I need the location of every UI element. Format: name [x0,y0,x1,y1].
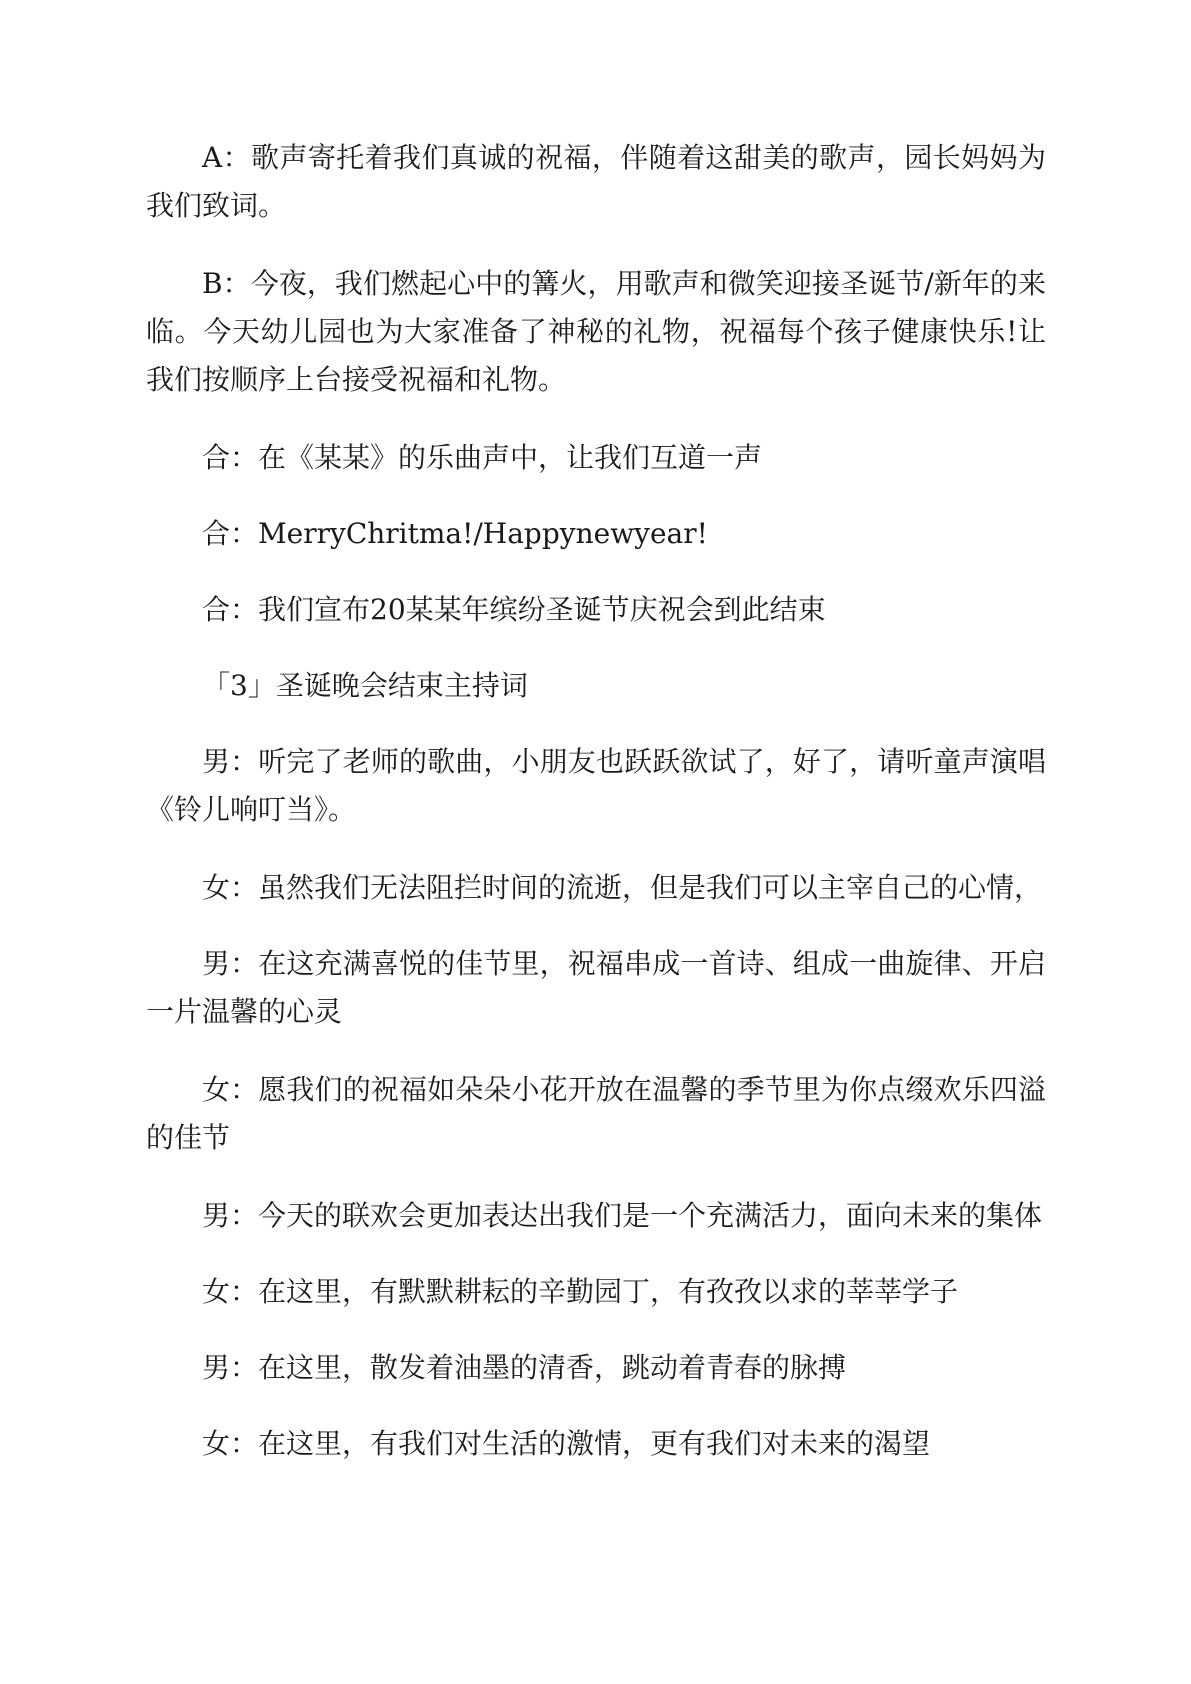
paragraph: 女：在这里，有我们对生活的激情，更有我们对未来的渴望 [202,1427,931,1460]
paragraph: 女：愿我们的祝福如朵朵小花开放在温馨的季节里为你点缀欢乐四溢的佳节 [146,1073,1046,1154]
section-heading: 「3」圣诞晚会结束主持词 [202,669,528,702]
paragraph: 男：在这充满喜悦的佳节里，祝福串成一首诗、组成一曲旋律、开启一片温馨的心灵 [146,947,1046,1028]
paragraph: 合：MerryChritma!/Happynewyear! [202,517,708,550]
paragraph: 男：在这里，散发着油墨的清香，跳动着青春的脉搏 [202,1351,847,1384]
paragraph: 合：我们宣布20某某年缤纷圣诞节庆祝会到此结束 [202,593,826,626]
paragraph: 女：虽然我们无法阻拦时间的流逝，但是我们可以主宰自己的心情， [202,871,1043,904]
paragraph: 男：听完了老师的歌曲，小朋友也跃跃欲试了，好了，请听童声演唱《铃儿响叮当》。 [146,745,1046,826]
paragraph: 女：在这里，有默默耕耘的辛勤园丁，有孜孜以求的莘莘学子 [202,1275,959,1308]
paragraph: 男：今天的联欢会更加表达出我们是一个充满活力，面向未来的集体 [202,1199,1043,1232]
paragraph: B：今夜，我们燃起心中的篝火，用歌声和微笑迎接圣诞节/新年的来临。今天幼儿园也为大家准备了神秘的礼物，祝福每个孩子健康快乐!让我们按顺序上台接受祝福和礼物。 [146,267,1046,396]
paragraph: 合：在《某某》的乐曲声中，让我们互道一声 [202,441,763,474]
paragraph: A：歌声寄托着我们真诚的祝福，伴随着这甜美的歌声，园长妈妈为我们致词。 [146,141,1046,222]
document-body [146,134,1046,1496]
